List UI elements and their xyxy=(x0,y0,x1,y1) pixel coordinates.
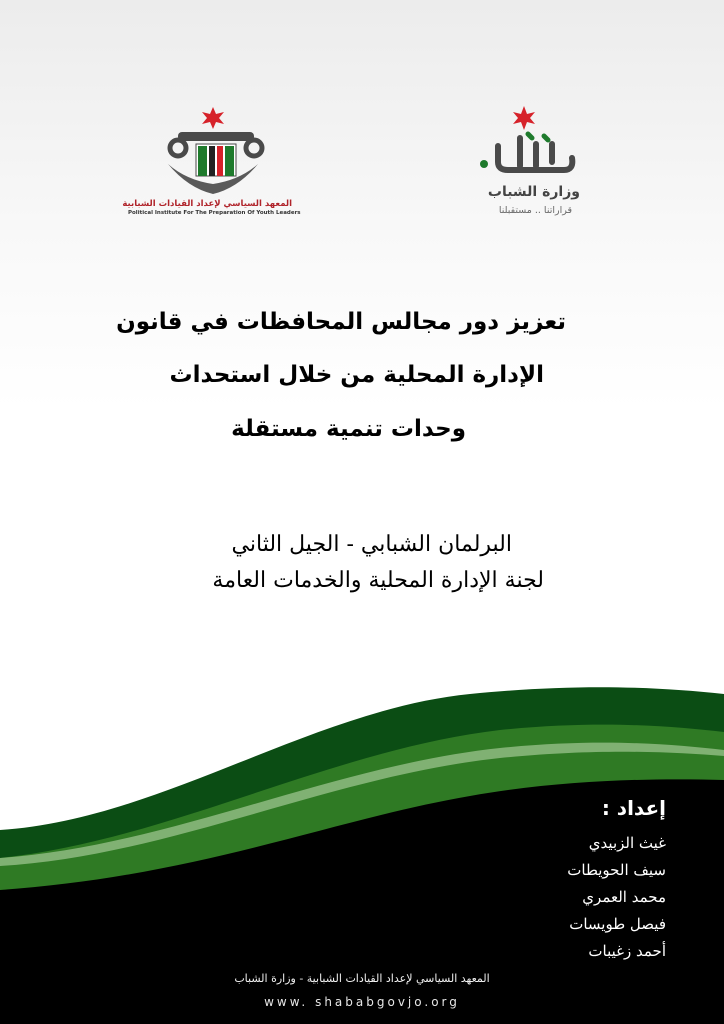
footer-publisher: المعهد السياسي لإعداد القيادات الشبابية - وزارة الشباب xyxy=(234,972,490,985)
author-name: فيصل طويسات xyxy=(569,915,666,933)
institute-name-english: Political Institute For The Preparation Of Youth Leaders xyxy=(128,210,301,216)
subtitle-line-2: لجنة الإدارة المحلية والخدمات العامة xyxy=(212,568,544,593)
institute-name-arabic: المعهد السياسي لإعداد القيادات الشبابية xyxy=(122,199,292,209)
prepared-by-label: إعداد : xyxy=(601,796,666,820)
author-name: سيف الحويطات xyxy=(567,861,666,879)
footer-website-link[interactable]: www. shababgovjo.org xyxy=(264,995,460,1009)
subtitle-line-1: البرلمان الشبابي - الجيل الثاني xyxy=(231,532,512,557)
document-title-line-3: وحدات تنمية مستقلة xyxy=(231,416,466,442)
author-name: غيث الزبيدي xyxy=(588,834,666,852)
red-star-icon xyxy=(202,107,224,129)
document-title-line-2: الإدارة المحلية من خلال استحداث xyxy=(169,362,544,388)
red-star-icon xyxy=(513,106,535,130)
document-title-line-1: تعزيز دور مجالس المحافظات في قانون xyxy=(116,309,566,335)
author-name: أحمد زغيبات xyxy=(588,942,666,960)
ministry-name: وزارة الشباب xyxy=(487,184,580,200)
ministry-slogan: قراراتنا .. مستقبلنا xyxy=(498,205,572,216)
author-name: محمد العمري xyxy=(582,888,666,906)
